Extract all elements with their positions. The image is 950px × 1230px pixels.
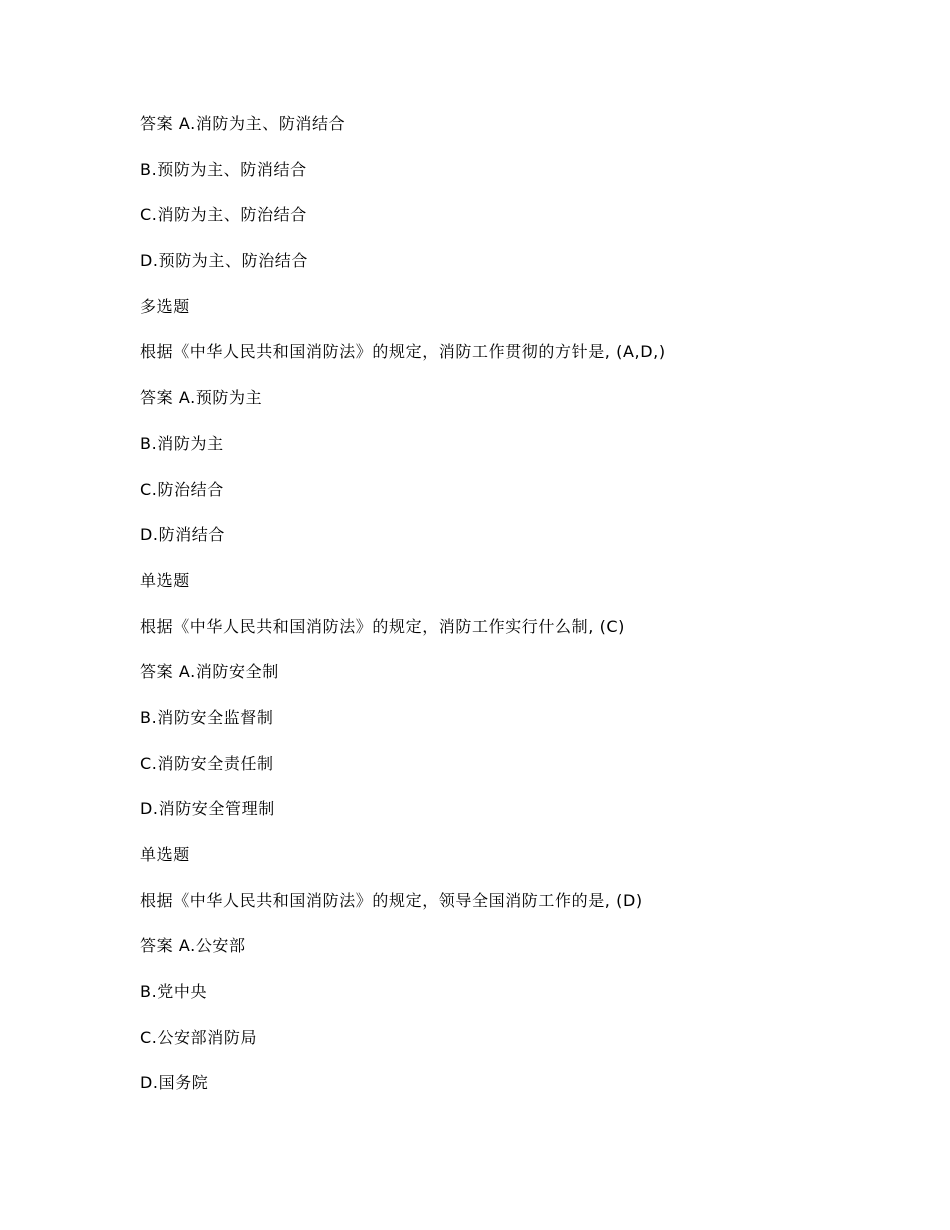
answer-option-c: C.防治结合 [140,479,224,499]
answer-option-a: 答案 A.消防安全制 [140,662,279,682]
answer-option-d: D.预防为主、防治结合 [140,251,309,271]
question-text: 根据《中华人民共和国消防法》的规定，领导全国消防工作的是, (D) [140,890,643,910]
answer-option-b: B.消防安全监督制 [140,707,274,727]
question-type: 单选题 [140,570,190,590]
question-type: 单选题 [140,845,190,864]
question-type: 多选题 [140,296,190,316]
answer-option-b: B.消防为主 [140,433,224,453]
answer-option-c: C.消防安全责任制 [140,753,274,773]
document-page [140,114,920,1119]
question-text: 根据《中华人民共和国消防法》的规定，消防工作实行什么制, (C) [140,616,626,636]
answer-option-a: 答案 A.公安部 [140,936,246,956]
question-text: 根据《中华人民共和国消防法》的规定，消防工作贯彻的方针是, (A,D,) [140,342,666,362]
answer-option-c: C.公安部消防局 [140,1027,258,1047]
answer-option-d: D.消防安全管理制 [140,799,275,819]
answer-option-a: 答案 A.预防为主 [140,388,263,408]
answer-option-b: B.预防为主、防消结合 [140,159,307,179]
answer-option-d: D.国务院 [140,1073,209,1093]
answer-option-c: C.消防为主、防治结合 [140,205,307,225]
answer-option-b: B.党中央 [140,982,208,1002]
answer-option-d: D.防消结合 [140,525,226,545]
answer-option-a: 答案 A.消防为主、防消结合 [140,114,346,133]
